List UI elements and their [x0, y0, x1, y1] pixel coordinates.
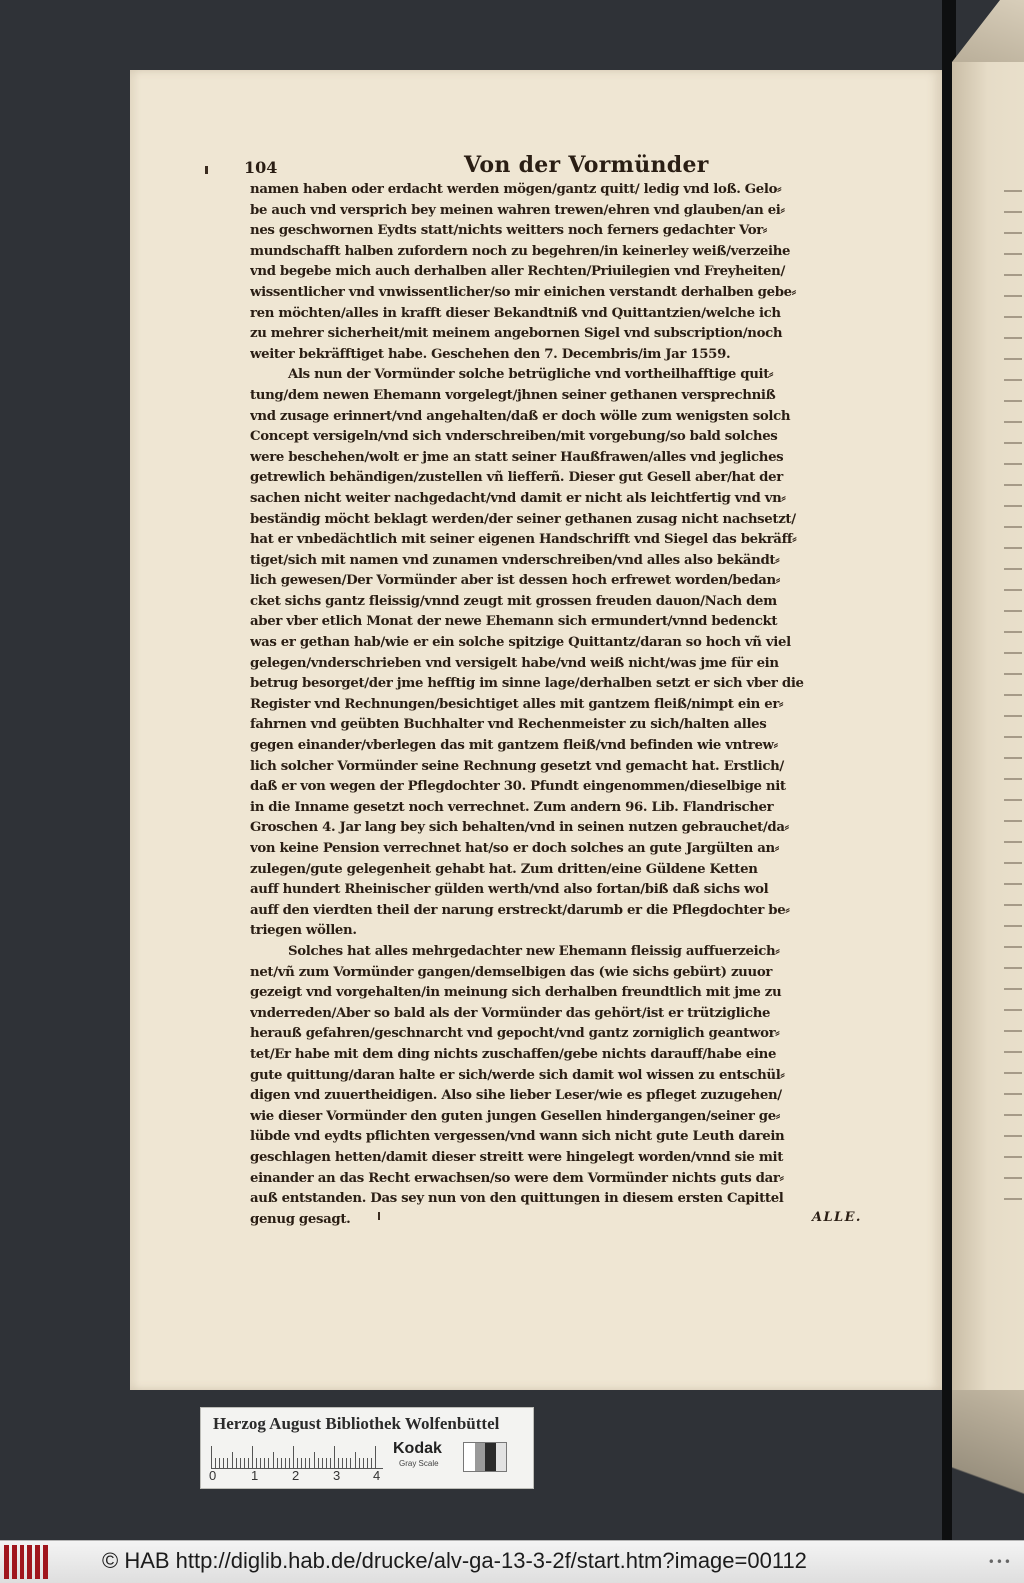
ruler-number: 4: [373, 1468, 381, 1483]
sliver-text-mark: [1004, 211, 1022, 213]
more-icon[interactable]: •••: [987, 1555, 1012, 1569]
sliver-text-mark: [1004, 988, 1022, 990]
text-line: hat er vnbedächtlich mit seiner eigenen Handschrifft vnd Siegel das bekräff⸗: [250, 532, 797, 548]
ruler-tick: [367, 1458, 368, 1468]
ruler-tick: [309, 1458, 310, 1468]
sliver-text-mark: [1004, 946, 1022, 948]
ruler-tick: [285, 1458, 286, 1468]
text-line: gegen einander/vberlegen das mit gantzem fleiß/vnd befinden wie vntrew⸗: [250, 738, 778, 754]
hab-logo-icon: [4, 1545, 48, 1579]
text-line: vnd zusage erinnert/vnd angehalten/daß er doch wölle zum wenigsten solch: [250, 408, 791, 424]
ruler-tick: [375, 1446, 376, 1468]
ruler-tick: [318, 1458, 319, 1468]
sliver-text-mark: [1004, 232, 1022, 234]
text-line: lübde vnd eydts pflichten vergessen/vnd wann sich nicht gute Leuth darein: [250, 1129, 785, 1145]
sliver-text-mark: [1004, 841, 1022, 843]
text-line: was er gethan hab/wie er ein solche spitzige Quittantz/daran so hoch vñ viel: [250, 635, 791, 651]
ruler-tick: [371, 1458, 372, 1468]
text-line: were beschehen/wolt er jme an statt seiner Haußfrawen/alles vnd jegliches: [250, 449, 784, 465]
text-line: gute quittung/daran halte er sich/werde sich damit wol wissen zu entschül⸗: [250, 1067, 785, 1083]
ruler-tick: [219, 1458, 220, 1468]
ruler-tick: [281, 1458, 282, 1468]
ruler-tick: [305, 1458, 306, 1468]
text-line: genug gesagt.: [250, 1211, 351, 1227]
ruler-number: 0: [209, 1468, 217, 1483]
sliver-text-mark: [1004, 799, 1022, 801]
sliver-text-mark: [1004, 274, 1022, 276]
ruler-tick: [330, 1458, 331, 1468]
library-name: Herzog August Bibliothek Wolfenbüttel: [213, 1414, 500, 1433]
text-line: fahrnen vnd geübten Buchhalter vnd Rechenmeister zu sich/halten alles: [250, 717, 767, 733]
text-line: digen vnd zuuertheidigen. Also sihe lieber Leser/wie es pfleget zuzugehen/: [250, 1088, 782, 1104]
text-line: einander an das Recht erwachsen/so were dem Vormünder nichts guts dar⸗: [250, 1170, 784, 1186]
text-line: geschlagen hetten/damit dieser streitt were hingelegt worden/vnnd sie mit: [250, 1149, 784, 1165]
sliver-text-mark: [1004, 442, 1022, 444]
text-line: betrug besorget/der jme hefftig im sinne lage/derhalben setzt er sich vber die: [250, 676, 804, 692]
sliver-text-mark: [1004, 778, 1022, 780]
running-title: Von der Vormünder: [464, 152, 709, 178]
text-line: zulegen/gute gelegenheit gehabt hat. Zum dritten/eine Güldene Ketten: [250, 861, 758, 877]
text-line: lich gewesen/Der Vormünder aber ist dessen hoch erfrewet worden/bedan⸗: [250, 573, 780, 589]
ruler: [211, 1442, 383, 1469]
text-line: Als nun der Vormünder solche betrügliche vnd vortheilhafftige quit⸗: [288, 367, 774, 383]
text-line: triegen wöllen.: [250, 923, 357, 939]
next-page-corner: [952, 1390, 1024, 1540]
ruler-tick: [256, 1458, 257, 1468]
text-line: Register vnd Rechnungen/besichtiget alles mit gantzem fleiß/nimpt ein er⸗: [250, 696, 784, 712]
ruler-tick: [244, 1458, 245, 1468]
text-line: von keine Pension verrechnet hat/so er doch solches an gute Jargülten an⸗: [250, 841, 779, 856]
text-line: be auch vnd versprich bey meinen wahren trewen/ehren vnd glauben/an ei⸗: [250, 202, 785, 218]
permalink-text[interactable]: © HAB http://diglib.hab.de/drucke/alv-ga-13-3-2f/start.htm?image=00112: [102, 1548, 807, 1573]
text-line: vnderreden/Aber so bald als der Vormünder das gehört/ist er trützigliche: [250, 1005, 771, 1021]
text-line: gezeigt vnd vorgehalten/in meinung sich derhalben freundtlich mit jme zu: [250, 985, 782, 1001]
sliver-text-mark: [1004, 1009, 1022, 1011]
color-scale-card: [200, 1407, 534, 1489]
gray-patch: [485, 1443, 496, 1471]
sliver-text-mark: [1004, 295, 1022, 297]
catchword: ALLE.: [812, 1210, 862, 1225]
sliver-text-mark: [1004, 337, 1022, 339]
gray-patch: [464, 1443, 475, 1471]
text-line: cket sichs gantz fleissig/vnnd zeugt mit grossen freuden dauon/Nach dem: [250, 593, 777, 609]
ruler-number: 2: [292, 1468, 300, 1483]
text-line: vnd begebe mich auch derhalben aller Rechten/Priuilegien vnd Freyheiten/: [250, 264, 785, 280]
ruler-tick: [232, 1452, 233, 1468]
ruler-tick: [268, 1458, 269, 1468]
ruler-tick: [277, 1458, 278, 1468]
sliver-text-mark: [1004, 736, 1022, 738]
sliver-text-mark: [1004, 610, 1022, 612]
page-number: 104: [244, 158, 278, 177]
text-line: net/vñ zum Vormünder gangen/demselbigen das (wie sichs gebürt) zuuor: [250, 964, 772, 980]
text-line: sachen nicht weiter nachgedacht/vnd damit er nicht als leichtfertig vnd vn⸗: [250, 490, 786, 506]
ruler-tick: [273, 1452, 274, 1468]
sliver-text-mark: [1004, 190, 1022, 192]
ruler-tick: [355, 1452, 356, 1468]
text-line: Groschen 4. Jar lang bey sich behalten/vnd in seinen nutzen gebrauchet/da⸗: [250, 820, 789, 836]
ruler-tick: [215, 1458, 216, 1468]
ruler-tick: [359, 1458, 360, 1468]
ruler-tick: [363, 1458, 364, 1468]
sliver-text-mark: [1004, 526, 1022, 528]
ruler-tick: [293, 1446, 294, 1468]
text-line: tet/Er habe mit dem ding nichts zuschaffen/gebe nichts darauff/habe eine: [250, 1046, 777, 1062]
ruler-tick: [297, 1458, 298, 1468]
signature-mark: [378, 1212, 380, 1220]
text-line: weiter bekräfftiget habe. Geschehen den 7. Decembris/im Jar 1559.: [250, 346, 731, 362]
text-line: herauß gefahren/geschnarcht vnd gepocht/vnd gantz zorniglich geantwor⸗: [250, 1026, 780, 1042]
ruler-tick: [248, 1458, 249, 1468]
sliver-text-mark: [1004, 631, 1022, 633]
gray-patch: [496, 1443, 507, 1471]
gray-patch: [475, 1443, 486, 1471]
sliver-text-mark: [1004, 862, 1022, 864]
text-line: wissentlicher vnd vnwissentlicher/so mir einichen verstandt derhalben gebe⸗: [250, 284, 796, 300]
ruler-tick: [252, 1446, 253, 1468]
text-line: ren möchten/alles in krafft dieser Bekandtniß vnd Quittantzien/welche ich: [250, 305, 781, 321]
ruler-number: 3: [333, 1468, 341, 1483]
ruler-tick: [338, 1458, 339, 1468]
text-line: Solches hat alles mehrgedachter new Ehemann fleissig auffuerzeich⸗: [288, 943, 780, 959]
sliver-text-mark: [1004, 568, 1022, 570]
ruler-tick: [314, 1452, 315, 1468]
sliver-text-mark: [1004, 484, 1022, 486]
text-line: in die Inname gesetzt noch verrechnet. Zum andern 96. Lib. Flandrischer: [250, 799, 774, 815]
text-line: tung/dem newen Ehemann vorgelegt/jhnen seiner gethanen versprechniß: [250, 387, 776, 403]
sliver-text-mark: [1004, 358, 1022, 360]
grayscale-label: Gray Scale: [399, 1459, 439, 1468]
margin-mark: [205, 166, 208, 174]
kodak-logo: Kodak: [393, 1440, 442, 1457]
sliver-text-mark: [1004, 1114, 1022, 1116]
text-line: getrewlich behändigen/zustellen vñ liefferñ. Dieser gut Gesell aber/hat der: [250, 470, 783, 486]
text-line: gelegen/vnderschrieben vnd versigelt habe/vnd weiß nicht/was jme für ein: [250, 655, 779, 671]
sliver-text-mark: [1004, 1177, 1022, 1179]
ruler-tick: [240, 1458, 241, 1468]
sliver-text-mark: [1004, 547, 1022, 549]
sliver-text-mark: [1004, 1030, 1022, 1032]
sliver-text-mark: [1004, 1156, 1022, 1158]
ruler-tick: [326, 1458, 327, 1468]
sliver-text-mark: [1004, 925, 1022, 927]
ruler-tick: [334, 1446, 335, 1468]
ruler-tick: [260, 1458, 261, 1468]
sliver-text-mark: [1004, 1093, 1022, 1095]
sliver-text-mark: [1004, 904, 1022, 906]
text-line: aber vber etlich Monat der newe Ehemann sich ermundert/vnnd bedenckt: [250, 614, 778, 630]
sliver-text-mark: [1004, 1051, 1022, 1053]
footer-bar: [0, 1540, 1024, 1583]
text-line: namen haben oder erdacht werden mögen/gantz quitt/ ledig vnd loß. Gelo⸗: [250, 182, 782, 197]
sliver-text-mark: [1004, 316, 1022, 318]
sliver-text-mark: [1004, 883, 1022, 885]
ruler-tick: [301, 1458, 302, 1468]
text-line: auß entstanden. Das sey nun von den quittungen in diesem ersten Capittel: [250, 1191, 784, 1207]
sliver-text-mark: [1004, 967, 1022, 969]
text-line: Concept versigeln/vnd sich vnderschreiben/mit vorgebung/so bald solches: [250, 429, 778, 445]
ruler-tick: [322, 1458, 323, 1468]
text-line: tiget/sich mit namen vnd zunamen vnderschreiben/vnd alles also bekändt⸗: [250, 552, 780, 568]
ruler-tick: [264, 1458, 265, 1468]
ruler-tick: [236, 1458, 237, 1468]
ruler-tick: [346, 1458, 347, 1468]
sliver-text-mark: [1004, 757, 1022, 759]
ruler-tick: [342, 1458, 343, 1468]
text-line: beständig möcht beklagt werden/der seiner gethanen zusag nicht nachsetzt/: [250, 511, 796, 527]
gray-patches: [463, 1442, 507, 1472]
ruler-tick: [211, 1446, 212, 1468]
sliver-text-mark: [1004, 820, 1022, 822]
text-line: lich solcher Vormünder seine Rechnung gesetzt vnd gemacht hat. Erstlich/: [250, 758, 784, 774]
sliver-text-mark: [1004, 400, 1022, 402]
sliver-text-mark: [1004, 379, 1022, 381]
sliver-text-mark: [1004, 1072, 1022, 1074]
text-line: zu mehrer sicherheit/mit meinem angebornen Sigel vnd subscription/noch: [250, 326, 783, 342]
text-line: wie dieser Vormünder den guten jungen Gesellen hindergangen/seiner ge⸗: [250, 1108, 780, 1124]
sliver-text-mark: [1004, 1135, 1022, 1137]
next-page-edge: [952, 0, 1024, 62]
ruler-number: 1: [251, 1468, 259, 1483]
text-line: mundschafft halben zufordern noch zu begehren/in keinerley weiß/verzeihe: [250, 243, 791, 259]
sliver-text-mark: [1004, 463, 1022, 465]
sliver-text-mark: [1004, 589, 1022, 591]
ruler-tick: [350, 1458, 351, 1468]
text-line: nes geschwornen Eydts statt/nichts weitters noch ferners gedachter Vor⸗: [250, 223, 767, 239]
sliver-text-mark: [1004, 421, 1022, 423]
sliver-text-mark: [1004, 505, 1022, 507]
sliver-text-mark: [1004, 673, 1022, 675]
next-page-sliver: [952, 62, 1024, 1392]
sliver-text-mark: [1004, 694, 1022, 696]
sliver-text-mark: [1004, 652, 1022, 654]
sliver-text-mark: [1004, 1198, 1022, 1200]
text-line: auff hundert Rheinischer gülden werth/vnd also fortan/biß daß sichs wol: [250, 882, 769, 898]
ruler-tick: [223, 1458, 224, 1468]
text-line: auff den vierdten theil der narung erstreckt/darumb er die Pflegdochter be⸗: [250, 902, 790, 918]
sliver-text-mark: [1004, 715, 1022, 717]
body-text: [250, 180, 876, 1230]
ruler-tick: [289, 1458, 290, 1468]
ruler-tick: [227, 1458, 228, 1468]
text-line: daß er von wegen der Pflegdochter 30. Pfundt eingenommen/dieselbige nit: [250, 779, 786, 795]
sliver-text-mark: [1004, 253, 1022, 255]
